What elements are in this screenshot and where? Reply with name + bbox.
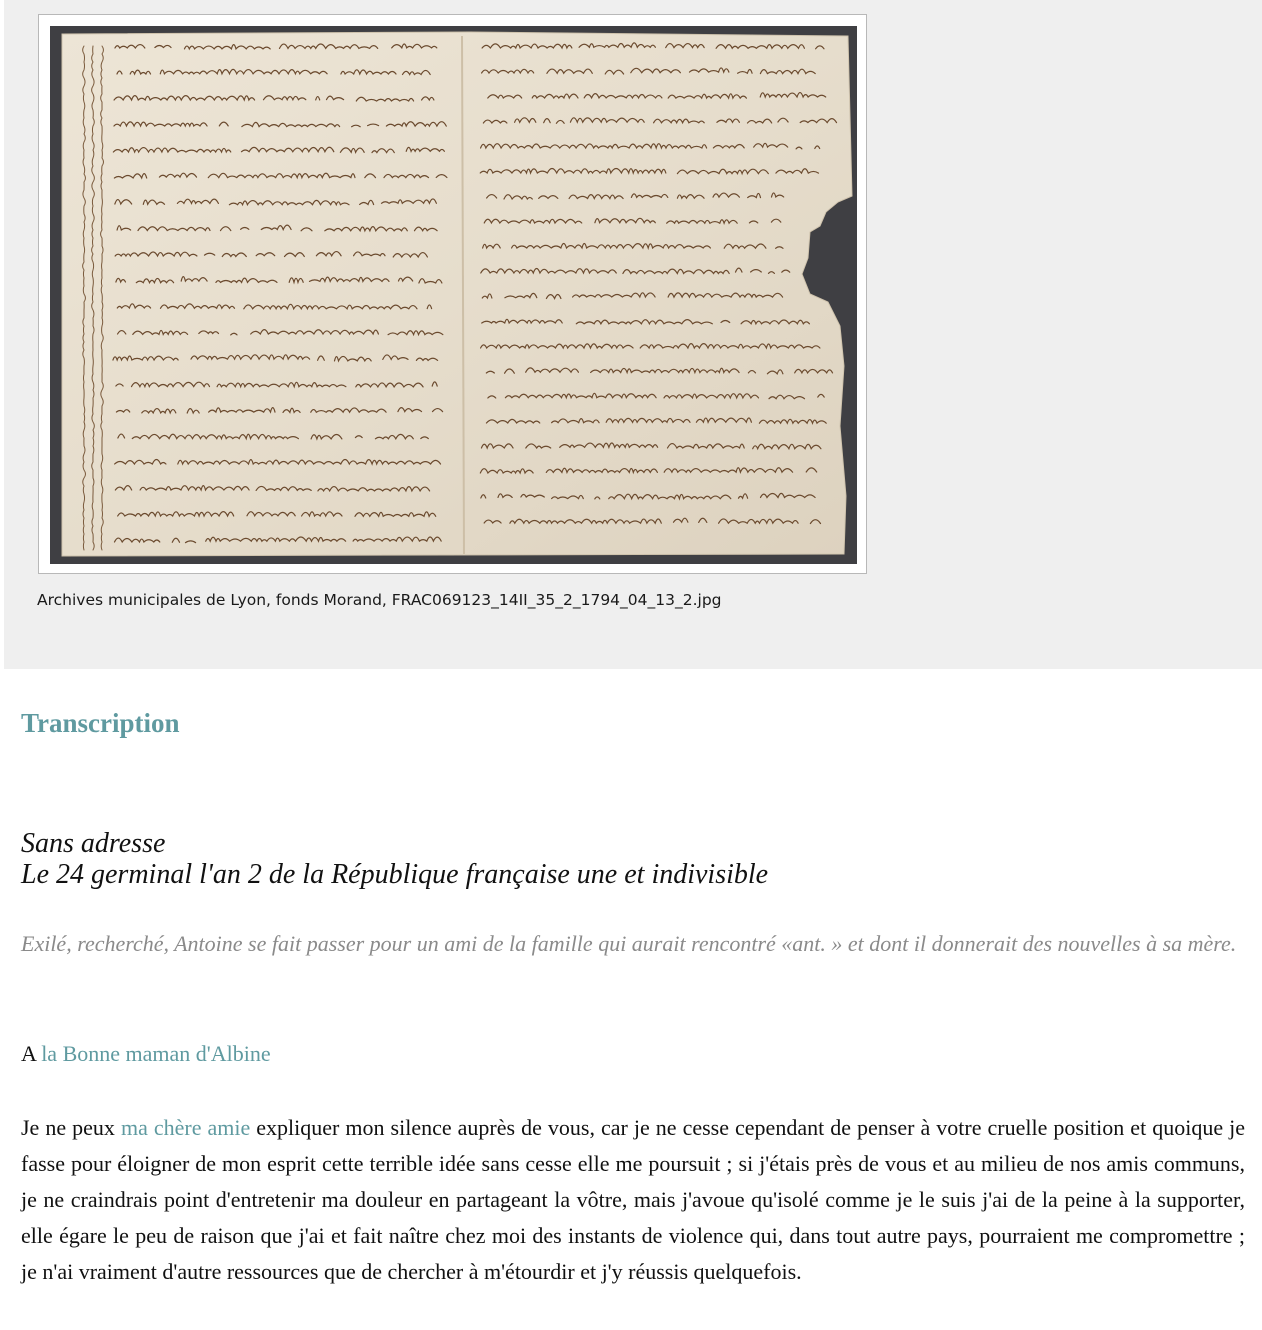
salutation	[21, 1036, 271, 1072]
manuscript-scan-image	[50, 26, 857, 564]
body-rest: expliquer mon silence auprès de vous, car je ne cesse cependant de penser à votre cruelle position et quoique je fasse pour éloigner de mon esprit cette terrible idée sans cesse elle me poursuit ; si j'étais près de vous et au milieu de nos amis communs, je ne craindrais point d'entretenir ma douleur en partageant la vôtre, mais j'avoue qu'isolé comme je le suis j'ai de la peine à la supporter, elle égare le peu de raison que j'ai et fait naître chez moi des instants de violence qui, dans tout autre pays, pourraient me compromettre ; je n'ai vraiment d'autre ressources que de chercher à m'étourdir et j'y réussis quelquefois.	[21, 1115, 1245, 1284]
letter-header	[21, 828, 768, 890]
figure-panel	[4, 0, 1262, 669]
transcription-heading: Transcription	[21, 708, 180, 738]
ma-chere-amie-link[interactable]: ma chère amie	[120, 1115, 251, 1140]
address-line: Sans adresse	[21, 828, 166, 859]
salutation-prefix: A	[21, 1041, 42, 1066]
image-caption: Archives municipales de Lyon, fonds Morand, FRAC069123_14II_35_2_1794_04_13_2.jpg	[37, 591, 722, 609]
body-prefix: Je ne peux	[21, 1115, 121, 1140]
letter-summary: Exilé, recherché, Antoine se fait passer pour un ami de la famille qui aurait rencontré «ant. » et dont il donnerait des nouvelles à sa mère.	[21, 931, 1237, 956]
manuscript-image-frame[interactable]	[38, 14, 867, 574]
date-line: Le 24 germinal l'an 2 de la République française une et indivisible	[21, 859, 769, 890]
letter-body	[21, 1110, 1245, 1290]
recipient-link[interactable]: la Bonne maman d'Albine	[41, 1041, 271, 1066]
